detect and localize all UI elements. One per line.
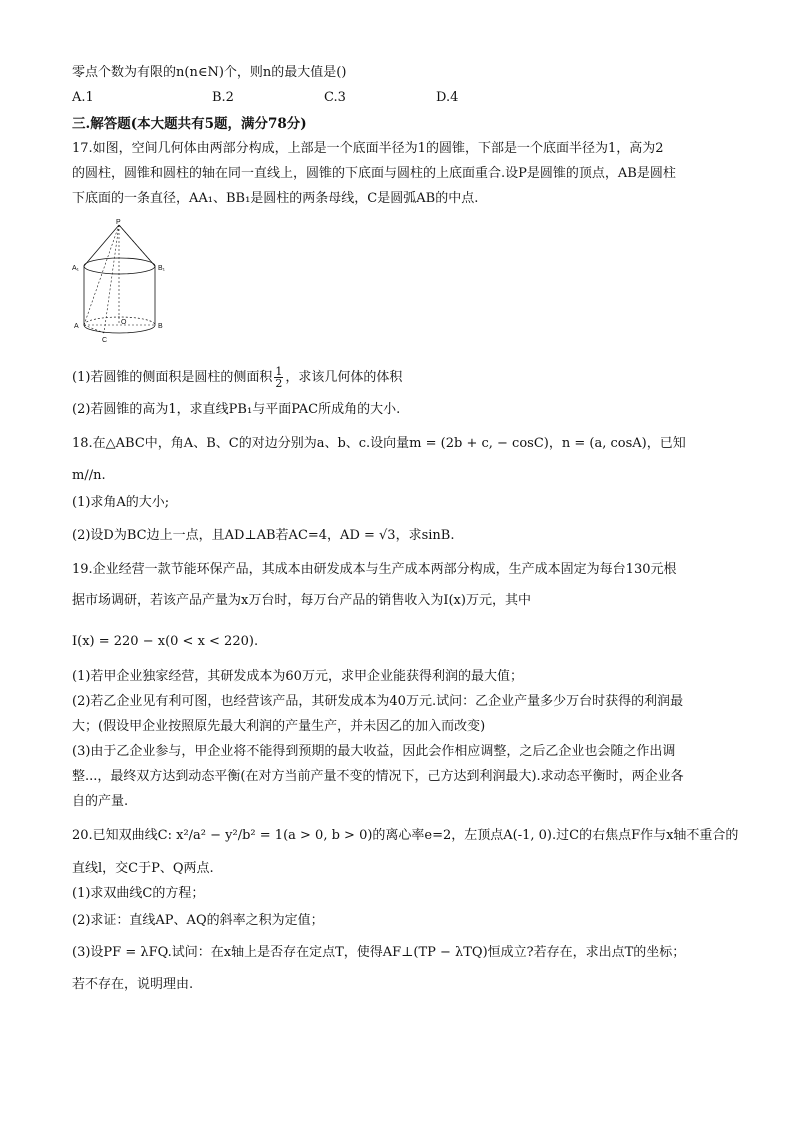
label-p: P — [116, 219, 121, 226]
q19-line-2: 据市场调研，若该产品产量为x万台时，每万台产品的销售收入为I(x)万元，其中 — [72, 593, 531, 608]
q19-part-2-a: (2)若乙企业见有利可图，也经营该产品，其研发成本为40万元.试问：乙企业产量多少万台时获得的利润最 — [72, 694, 684, 709]
q20-part-1: (1)求双曲线C的方程； — [72, 886, 205, 901]
q17-line-2: 的圆柱，圆锥和圆柱的轴在同一直线上，圆锥的下底面与圆柱的上底面重合.设P是圆锥的顶点，AB是圆柱 — [72, 166, 676, 181]
q17-part-1 — [72, 366, 402, 389]
label-a: A — [74, 323, 79, 330]
q18-part-2: (2)设D为BC边上一点，且AD⊥AB若AC=4，AD = √3，求sinB. — [72, 528, 455, 543]
q19-line-3: I(x) = 220 − x(0 < x < 220). — [72, 634, 259, 649]
q19-part-1: (1)若甲企业独家经营，其研发成本为60万元，求甲企业能获得利润的最大值； — [72, 669, 523, 684]
cone-cylinder-figure — [70, 218, 170, 348]
q20-part-3-b: 若不存在，说明理由. — [72, 977, 194, 992]
label-b1: B₁ — [158, 265, 166, 272]
label-a1: A₁ — [72, 265, 80, 272]
q19-line-1: 19.企业经营一款节能环保产品，其成本由研发成本与生产成本两部分构成，生产成本固定为每台130元根 — [72, 562, 677, 577]
q19-part-2-b: 大；(假设甲企业按照原先最大利润的产量生产，并未因乙的加入而改变) — [72, 719, 486, 734]
q19-part-3-b: 整...，最终双方达到动态平衡(在对方当前产量不变的情况下，己方达到利润最大).求动态平衡时，两企业各 — [72, 769, 684, 784]
question-16-tail: 零点个数为有限的n(n∈N)个，则n的最大值是() — [72, 65, 347, 80]
q17-part-1-text: (1)若圆锥的侧面积是圆柱的侧面积 — [72, 370, 273, 385]
q19-part-3-a: (3)由于乙企业参与，甲企业将不能得到预期的最大收益，因此会作相应调整，之后乙企业也会随之作出调 — [72, 744, 676, 759]
section-heading: 三.解答题(本大题共有5题，满分78分) — [72, 116, 307, 132]
q20-line-2: 直线l，交C于P、Q两点. — [72, 861, 214, 876]
q19-part-3-c: 自的产量. — [72, 794, 129, 809]
option-c: C.3 — [324, 90, 346, 105]
q20-part-3-a: (3)设PF = λFQ.试问：在x轴上是否存在定点T，使得AF⊥(TP − λTQ)恒成立?若存在，求出点T的坐标； — [72, 945, 686, 960]
fraction-one-half — [274, 366, 283, 389]
q18-line-1: 18.在△ABC中，角A、B、C的对边分别为a、b、c.设向量m = (2b + c, − cosC)，n = (a, cosA)，已知 — [72, 436, 686, 451]
fraction-denominator: 2 — [275, 377, 283, 390]
q17-line-3: 下底面的一条直径，AA₁、BB₁是圆柱的两条母线，C是圆弧AB的中点. — [72, 191, 479, 206]
option-d: D.4 — [436, 90, 459, 105]
label-o: O — [121, 319, 127, 326]
label-b: B — [158, 323, 163, 330]
q20-part-2: (2)求证：直线AP、AQ的斜率之积为定值； — [72, 913, 324, 928]
q20-line-1: 20.已知双曲线C: x²/a² − y²/b² = 1(a > 0, b > 0)的离心率e=2，左顶点A(-1, 0).过C的右焦点F作与x轴不重合的 — [72, 828, 739, 843]
fraction-numerator: 1 — [275, 365, 283, 378]
label-c: C — [102, 337, 108, 344]
q17-part-2: (2)若圆锥的高为1，求直线PB₁与平面PAC所成角的大小. — [72, 402, 401, 417]
q18-line-2: m//n. — [72, 468, 106, 483]
q17-line-1: 17.如图，空间几何体由两部分构成，上部是一个底面半径为1的圆锥，下部是一个底面半径为1，高为2 — [72, 141, 664, 156]
option-b: B.2 — [212, 90, 234, 105]
q18-part-1: (1)求角A的大小; — [72, 495, 170, 510]
option-a: A.1 — [72, 90, 94, 105]
q17-part-1-text-end: ，求该几何体的体积 — [285, 370, 403, 385]
